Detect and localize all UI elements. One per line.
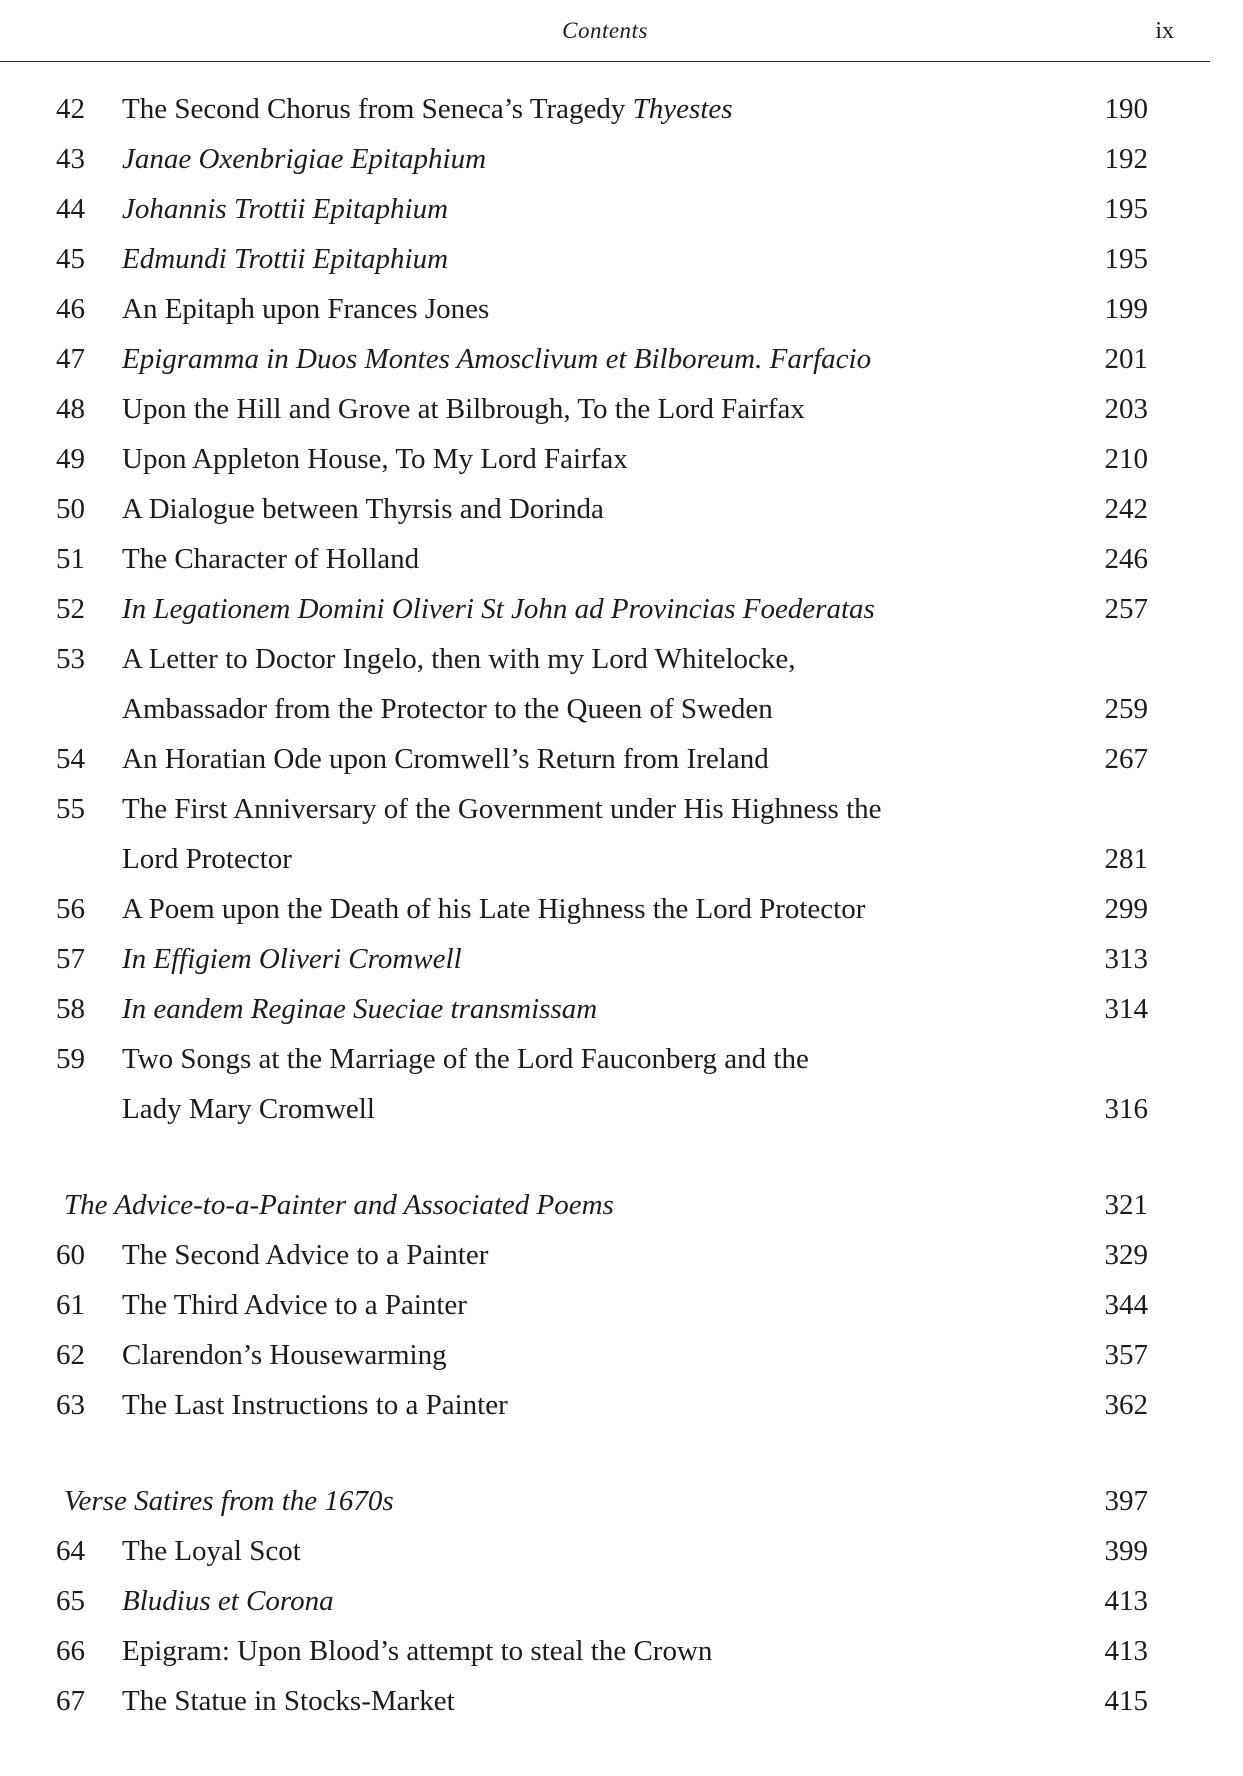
entry-title-roman: The Second Advice to a Painter (122, 1239, 489, 1271)
entry-number: 62 (56, 1339, 85, 1371)
entry-title-italic: Epigramma in Duos Montes Amosclivum et Bilboreum. Farfacio (122, 343, 872, 375)
entry-title-roman: A Poem upon the Death of his Late Highness the Lord Protector (122, 893, 866, 925)
entry-title-continuation: Lady Mary Cromwell (122, 1093, 375, 1125)
toc-entry (0, 1531, 1243, 1571)
entry-title-roman: An Horatian Ode upon Cromwell’s Return from Ireland (122, 743, 769, 775)
entry-title (122, 739, 769, 779)
entry-number: 46 (56, 293, 85, 325)
entry-title-roman: The Second Chorus from Seneca’s Tragedy (122, 93, 633, 125)
entry-title-roman: A Letter to Doctor Ingelo, then with my Lord Whitelocke, (122, 643, 796, 675)
entry-page: 344 (1104, 1289, 1148, 1321)
entry-page: 210 (1104, 443, 1148, 475)
entry-title-italic: Johannis Trottii Epitaphium (122, 193, 449, 225)
entry-number: 65 (56, 1585, 85, 1617)
entry-page: 257 (1104, 593, 1148, 625)
entry-title-roman: Two Songs at the Marriage of the Lord Fauconberg and the (122, 1043, 809, 1075)
section-heading-title: Verse Satires from the 1670s (64, 1485, 394, 1517)
toc-entry (0, 1581, 1243, 1621)
entry-page: 413 (1104, 1635, 1148, 1667)
entry-number: 60 (56, 1239, 85, 1271)
toc-entry (0, 639, 1243, 679)
toc-entry (0, 1385, 1243, 1425)
entry-title-italic: In Legationem Domini Oliveri St John ad Provincias Foederatas (122, 593, 875, 625)
page-folio: ix (1155, 18, 1174, 44)
toc-entry (0, 789, 1243, 829)
entry-number: 44 (56, 193, 85, 225)
entry-number: 59 (56, 1043, 85, 1075)
entry-number: 45 (56, 243, 85, 275)
entry-title-italic: In Effigiem Oliveri Cromwell (122, 943, 462, 975)
entry-title-italic: Edmundi Trottii Epitaphium (122, 243, 449, 275)
toc-entry (0, 1681, 1243, 1721)
toc-entry-continuation (0, 1089, 1243, 1129)
toc-entry (0, 389, 1243, 429)
entry-title-italic: In eandem Reginae Sueciae transmissam (122, 993, 598, 1025)
entry-page: 357 (1104, 1339, 1148, 1371)
section-heading (0, 1185, 1243, 1225)
entry-title-roman: The Statue in Stocks-Market (122, 1685, 455, 1717)
entry-page: 195 (1104, 193, 1148, 225)
toc-entry (0, 339, 1243, 379)
entry-page: 329 (1104, 1239, 1148, 1271)
entry-title-roman: A Dialogue between Thyrsis and Dorinda (122, 493, 604, 525)
section-heading-page: 321 (1104, 1189, 1148, 1221)
entry-page: 316 (1104, 1093, 1148, 1125)
entry-title (122, 1235, 488, 1275)
entry-title (122, 1039, 809, 1079)
toc-entry (0, 739, 1243, 779)
entry-page: 192 (1104, 143, 1148, 175)
entry-title-roman: Clarendon’s Housewarming (122, 1339, 447, 1371)
toc-entry (0, 939, 1243, 979)
entry-page: 413 (1104, 1585, 1148, 1617)
entry-number: 63 (56, 1389, 85, 1421)
entry-title (122, 589, 875, 629)
entry-title (122, 489, 604, 529)
entry-title (122, 639, 796, 679)
entry-number: 61 (56, 1289, 85, 1321)
entry-number: 51 (56, 543, 85, 575)
entry-page: 246 (1104, 543, 1148, 575)
entry-page: 281 (1104, 843, 1148, 875)
entry-title-roman: Upon the Hill and Grove at Bilbrough, To the Lord Fairfax (122, 393, 805, 425)
toc-entry (0, 1631, 1243, 1671)
entry-number: 42 (56, 93, 85, 125)
entry-number: 58 (56, 993, 85, 1025)
entry-title (122, 1285, 467, 1325)
entry-title (122, 439, 628, 479)
entry-title (122, 1335, 447, 1375)
entry-page: 299 (1104, 893, 1148, 925)
entry-title-roman: Epigram: Upon Blood’s attempt to steal the Crown (122, 1635, 713, 1667)
toc-entry (0, 89, 1243, 129)
entry-title (122, 239, 448, 279)
toc-entry (0, 1285, 1243, 1325)
entry-title (122, 539, 419, 579)
section-heading (0, 1481, 1243, 1521)
toc-entry (0, 189, 1243, 229)
entry-title (122, 339, 871, 379)
entry-page: 195 (1104, 243, 1148, 275)
toc-entry (0, 889, 1243, 929)
entry-page: 199 (1104, 293, 1148, 325)
entry-page: 201 (1104, 343, 1148, 375)
entry-number: 49 (56, 443, 85, 475)
entry-number: 55 (56, 793, 85, 825)
toc-entry (0, 439, 1243, 479)
section-heading-page: 397 (1104, 1485, 1148, 1517)
entry-title-roman: The First Anniversary of the Government under His Highness the (122, 793, 882, 825)
entry-title (122, 89, 733, 129)
entry-number: 67 (56, 1685, 85, 1717)
entry-number: 50 (56, 493, 85, 525)
entry-number: 47 (56, 343, 85, 375)
entry-title-continuation: Lord Protector (122, 843, 292, 875)
running-title: Contents (562, 18, 648, 43)
entry-number: 52 (56, 593, 85, 625)
toc-entry (0, 589, 1243, 629)
entry-title (122, 1631, 712, 1671)
toc-entry (0, 989, 1243, 1029)
entry-number: 54 (56, 743, 85, 775)
entry-title (122, 389, 805, 429)
entry-title-roman: The Last Instructions to a Painter (122, 1389, 508, 1421)
toc-entry (0, 539, 1243, 579)
entry-title (122, 889, 865, 929)
entry-title (122, 289, 489, 329)
entry-page: 190 (1104, 93, 1148, 125)
toc-entry (0, 239, 1243, 279)
entry-title (122, 1385, 508, 1425)
entry-title-italic: Janae Oxenbrigiae Epitaphium (122, 143, 487, 175)
entry-number: 48 (56, 393, 85, 425)
entry-number: 57 (56, 943, 85, 975)
entry-number: 56 (56, 893, 85, 925)
entry-number: 53 (56, 643, 85, 675)
toc-entry-continuation (0, 689, 1243, 729)
entry-title (122, 1581, 334, 1621)
toc-entry (0, 489, 1243, 529)
entry-title-roman: The Loyal Scot (122, 1535, 301, 1567)
entry-page: 415 (1104, 1685, 1148, 1717)
entry-title-roman: The Third Advice to a Painter (122, 1289, 467, 1321)
entry-title (122, 189, 448, 229)
toc-entry (0, 289, 1243, 329)
entry-title (122, 789, 882, 829)
section-heading-title: The Advice-to-a-Painter and Associated Poems (64, 1189, 614, 1221)
entry-title (122, 1531, 301, 1571)
toc-entry (0, 139, 1243, 179)
entry-title (122, 939, 462, 979)
entry-title-roman: An Epitaph upon Frances Jones (122, 293, 490, 325)
entry-page: 242 (1104, 493, 1148, 525)
entry-number: 64 (56, 1535, 85, 1567)
entry-title-roman: Upon Appleton House, To My Lord Fairfax (122, 443, 628, 475)
toc-entry (0, 1235, 1243, 1275)
entry-title-italic: Bludius et Corona (122, 1585, 334, 1617)
entry-number: 66 (56, 1635, 85, 1667)
entry-title (122, 1681, 455, 1721)
entry-page: 259 (1104, 693, 1148, 725)
entry-page: 314 (1104, 993, 1148, 1025)
entry-title-italic: Thyestes (632, 93, 733, 125)
entry-page: 313 (1104, 943, 1148, 975)
entry-title (122, 139, 486, 179)
entry-title-continuation: Ambassador from the Protector to the Queen of Sweden (122, 693, 773, 725)
toc-entry-continuation (0, 839, 1243, 879)
entry-title-roman: The Character of Holland (122, 543, 420, 575)
entry-title (122, 989, 597, 1029)
entry-number: 43 (56, 143, 85, 175)
entry-page: 203 (1104, 393, 1148, 425)
entry-page: 399 (1104, 1535, 1148, 1567)
entry-page: 362 (1104, 1389, 1148, 1421)
toc-entry (0, 1335, 1243, 1375)
toc-entry (0, 1039, 1243, 1079)
entry-page: 267 (1104, 743, 1148, 775)
